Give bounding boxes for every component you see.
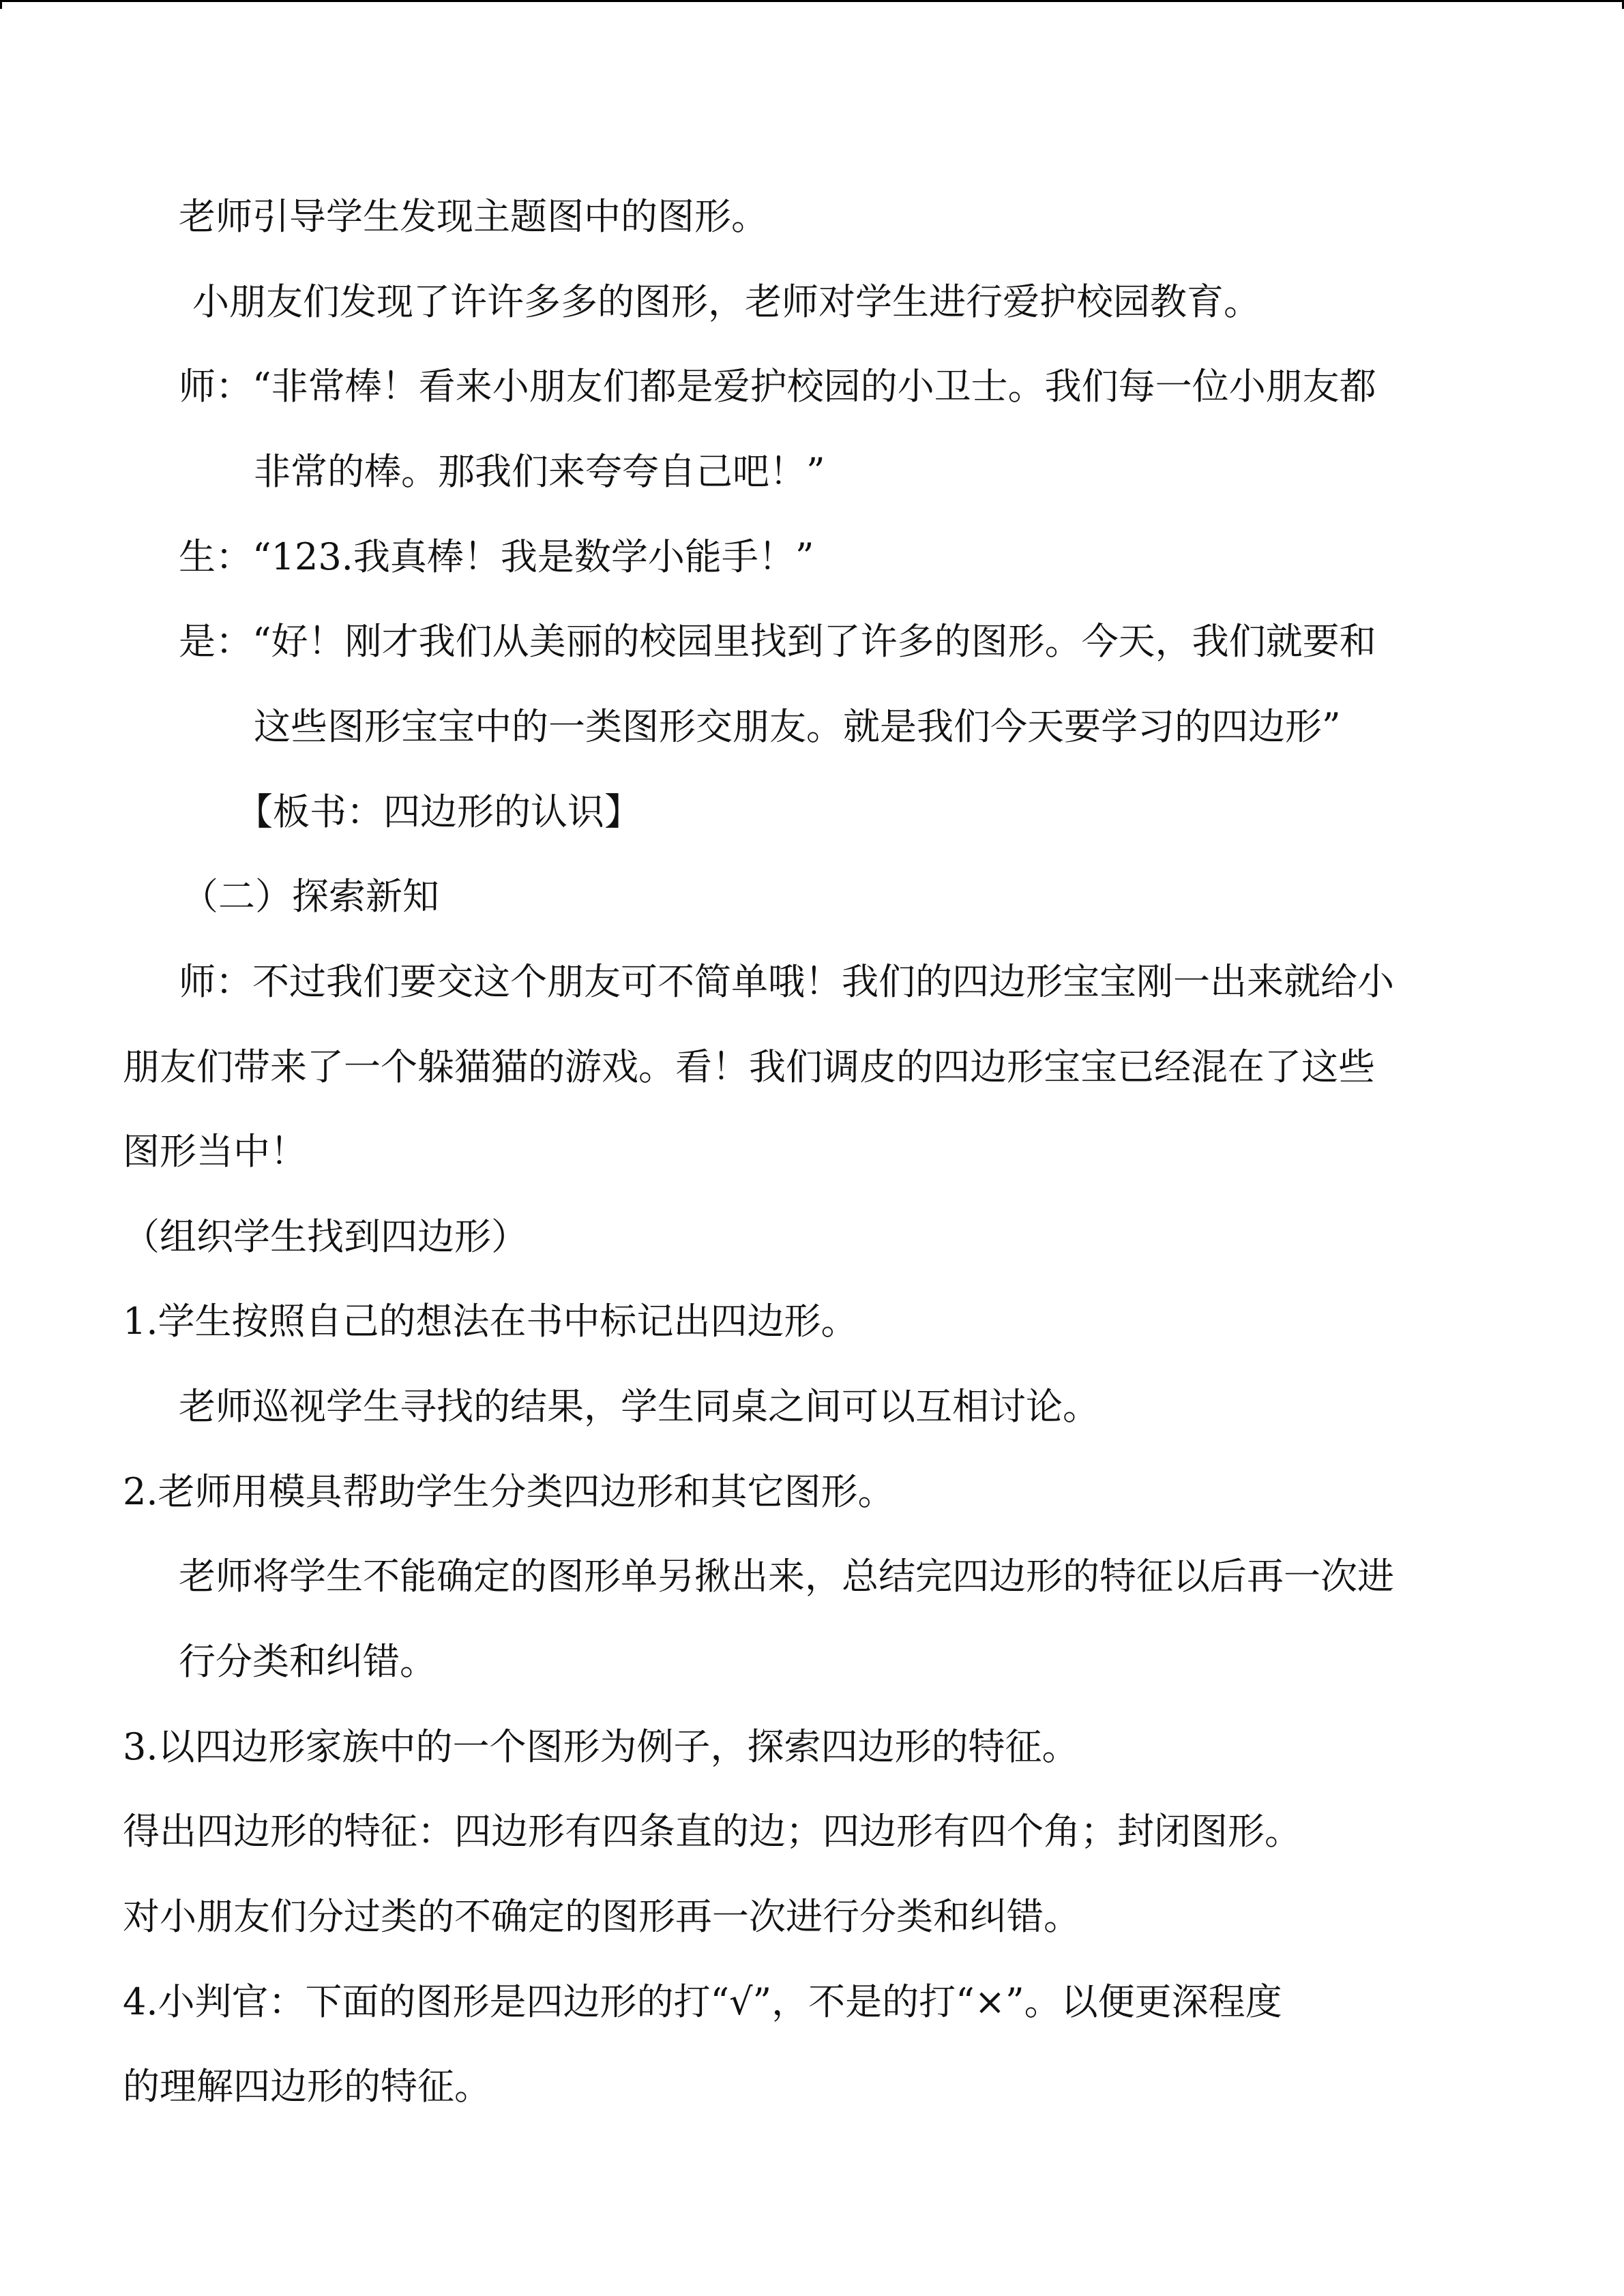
- numbered-item: 4.小判官：下面的图形是四边形的打“√”，不是的打“×”。以便更深程度: [123, 1980, 1282, 2023]
- numbered-item: 2.老师用模具帮助学生分类四边形和其它图形。: [123, 1470, 895, 1513]
- section-heading: （二）探索新知: [181, 875, 439, 918]
- paragraph-line: 的理解四边形的特征。: [123, 2065, 491, 2108]
- paragraph-line: 得出四边形的特征：四边形有四条直的边；四边形有四个角；封闭图形。: [123, 1810, 1301, 1853]
- paragraph-line: 图形当中！: [123, 1130, 307, 1173]
- paragraph-line: 小朋友们发现了许许多多的图形，老师对学生进行爱护校园教育。: [192, 280, 1260, 323]
- paragraph-line: （组织学生找到四边形）: [123, 1215, 528, 1258]
- paragraph-line: 朋友们带来了一个躲猫猫的游戏。看！我们调皮的四边形宝宝已经混在了这些: [123, 1045, 1375, 1088]
- paragraph-line: 师：不过我们要交这个朋友可不简单哦！我们的四边形宝宝刚一出来就给小: [179, 960, 1394, 1003]
- board-note-line: 【板书：四边形的认识】: [236, 790, 641, 833]
- dialogue-continuation-line: 非常的棒。那我们来夸夸自己吧！”: [254, 450, 825, 493]
- dialogue-continuation-line: 这些图形宝宝中的一类图形交朋友。就是我们今天要学习的四边形”: [254, 705, 1341, 748]
- paragraph-line: 对小朋友们分过类的不确定的图形再一次进行分类和纠错。: [123, 1895, 1080, 1938]
- dialogue-teacher-line: 师：“非常棒！看来小朋友们都是爱护校园的小卫士。我们每一位小朋友都: [179, 365, 1376, 408]
- dialogue-teacher-line: 是：“好！刚才我们从美丽的校园里找到了许多的图形。今天，我们就要和: [179, 620, 1376, 663]
- paragraph-line: 老师巡视学生寻找的结果，学生同桌之间可以互相讨论。: [179, 1385, 1099, 1428]
- paragraph-line: 行分类和纠错。: [179, 1640, 437, 1683]
- numbered-item: 1.学生按照自己的想法在书中标记出四边形。: [123, 1300, 858, 1343]
- dialogue-student-line: 生：“123.我真棒！我是数学小能手！”: [179, 535, 814, 578]
- paragraph-line: 老师引导学生发现主题图中的图形。: [179, 195, 768, 238]
- numbered-item: 3.以四边形家族中的一个图形为例子，探索四边形的特征。: [123, 1725, 1079, 1768]
- paragraph-line: 老师将学生不能确定的图形单另揪出来，总结完四边形的特征以后再一次进: [179, 1555, 1394, 1598]
- page-corner-mark: [0, 2, 2, 9]
